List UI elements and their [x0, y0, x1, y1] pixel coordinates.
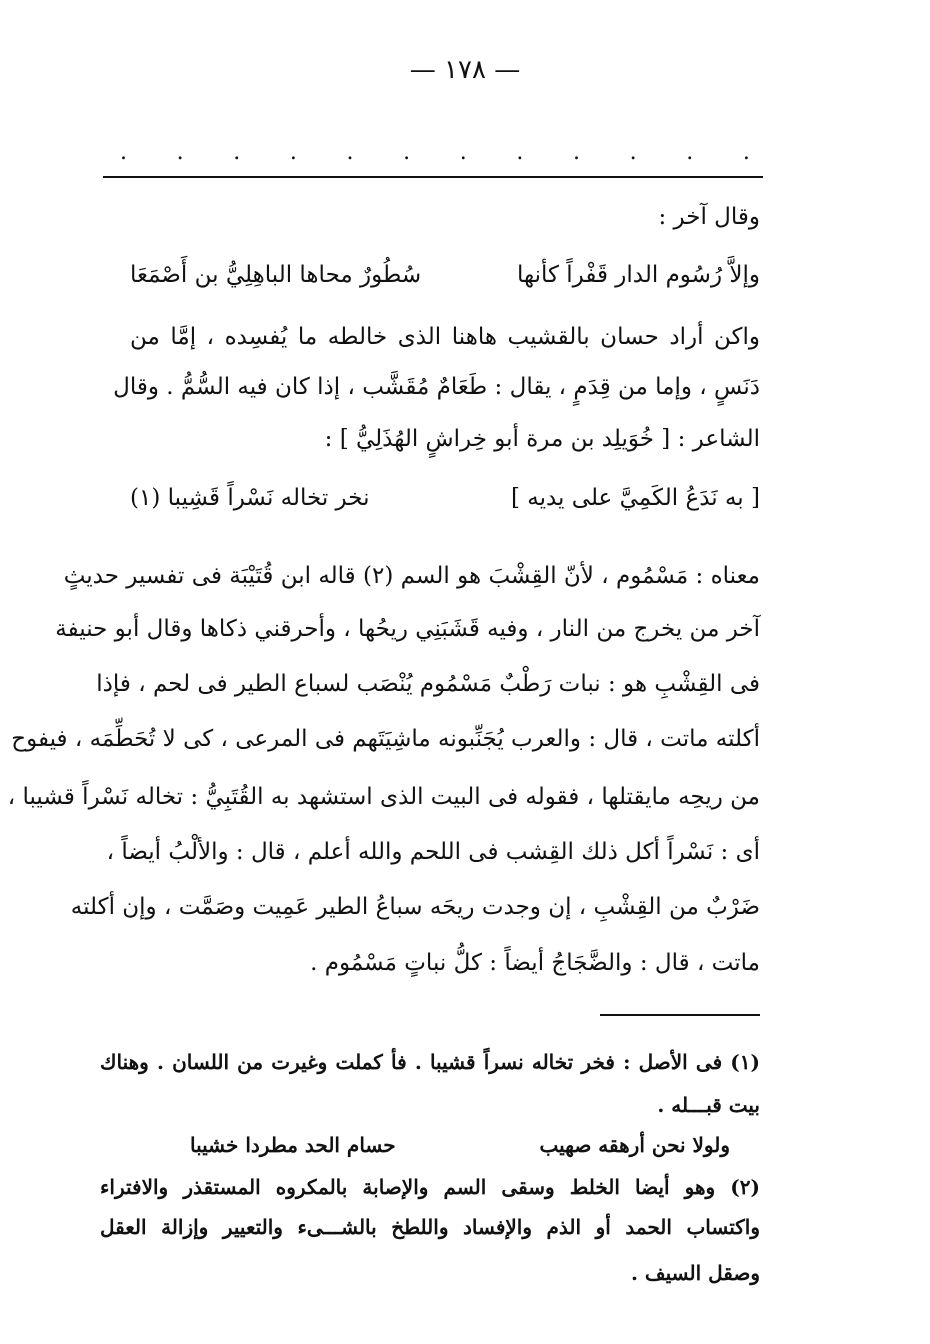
body-line: أكلته ماتت ، قال : والعرب يُجَنِّبونه ماشِيَتَهم فى المرعى ، كى لا تُحَطِّمَه ، فيفوح	[11, 726, 760, 752]
body-line: آخر من يخرج من النار ، وفيه قَشَبَنِي ريحُها ، وأحرقني ذكاها وقال أبو حنيفة	[55, 616, 760, 642]
dot: .	[233, 140, 241, 165]
verse-hemistich-left: حسام الحد مطردا خشيبا	[190, 1133, 396, 1157]
dot: .	[289, 140, 297, 165]
dot: .	[573, 140, 580, 165]
verse-1	[130, 255, 760, 295]
footnote-verse	[190, 1128, 730, 1162]
footnote-line: واكتساب الحمد أو الذم والإفساد واللطخ بالشـــىء والتعيير وإزالة العقل	[100, 1215, 760, 1239]
dot: .	[120, 140, 127, 165]
body-line: ماتت ، قال : والضَّجَاجُ أيضاً : كلُّ نباتٍ مَسْمُوم .	[310, 950, 760, 976]
dot: .	[346, 140, 354, 165]
verse-hemistich-left: نخر تخاله نَسْراً قَشِيبا (١)	[130, 485, 370, 511]
footnote-line: وصقل السيف .	[630, 1261, 760, 1285]
footnote-line: (٢) وهو أيضا الخلط وسقى السم والإصابة بالمكروه المستقذر والافتراء	[100, 1175, 760, 1199]
footnote-rule	[600, 1014, 760, 1016]
dot: .	[459, 140, 467, 165]
dot: .	[629, 140, 637, 165]
footnote-line: (١) فى الأصل : فخر تخاله نسراً قشيبا . فأ كملت وغيرت من اللسان . وهناك	[100, 1050, 760, 1074]
body-line: أى : نَسْراً أكل ذلك القِشب فى اللحم والله أعلم ، قال : والألْبُ أيضاً ،	[106, 839, 760, 865]
dot: .	[403, 140, 411, 165]
verse-hemistich-right: [ به نَدَعُ الكَمِيَّ على يديه ]	[510, 485, 760, 511]
body-line: معناه : مَسْمُوم ، لأنّ القِشْبَ هو السم (٢) قاله ابن قُتَيْبَة فى تفسير حديثٍ	[63, 563, 760, 589]
verse-hemistich-right: وإلاَّ رُسُوم الدار قَفْراً كأنها	[516, 262, 760, 288]
verse-2	[130, 478, 760, 518]
body-line: وقال آخر :	[658, 204, 760, 230]
footnote-line: بيت قبـــله .	[657, 1093, 760, 1117]
body-line: الشاعر : [ خُوَيلِد بن مرة أبو خِراشٍ الهُذَلِيُّ ] :	[324, 426, 760, 452]
dot-ornament-row	[120, 140, 750, 165]
dot: .	[516, 140, 524, 165]
dot: .	[686, 140, 694, 165]
body-line: ضَرْبٌ من القِشْبِ ، إن وجدت ريحَه سباعُ الطير عَمِيت وصَمَّت ، وإن أكلته	[70, 894, 760, 920]
dot: .	[742, 140, 750, 165]
body-line: واكن أراد حسان بالقشيب هاهنا الذى خالطه ما يُفسِده ، إمَّا من	[130, 324, 760, 350]
verse-hemistich-left: سُطُورٌ محاها الباهِلِيُّ بن أَصْمَعَا	[130, 262, 422, 288]
page-number: — ١٧٨ —	[409, 55, 521, 85]
dot: .	[176, 140, 184, 165]
body-line: دَنَسٍ ، وإما من قِدَمٍ ، يقال : طَعَامٌ مُقَشَّب ، إذا كان فيه السُّمُّ . وقال	[113, 374, 760, 400]
body-line: من ريحِه مايقتلها ، فقوله فى البيت الذى استشهد به القُتَبِيُّ : تخاله نَسْراً قشيبا ،	[7, 784, 760, 810]
top-rule	[103, 176, 763, 178]
verse-hemistich-right: ولولا نحن أرهقه صهيب	[539, 1133, 730, 1157]
body-line: فى القِشْبِ هو : نبات رَطْبٌ مَسْمُوم يُنْصَب لسباع الطير فى لحم ، فإذا	[96, 671, 760, 697]
